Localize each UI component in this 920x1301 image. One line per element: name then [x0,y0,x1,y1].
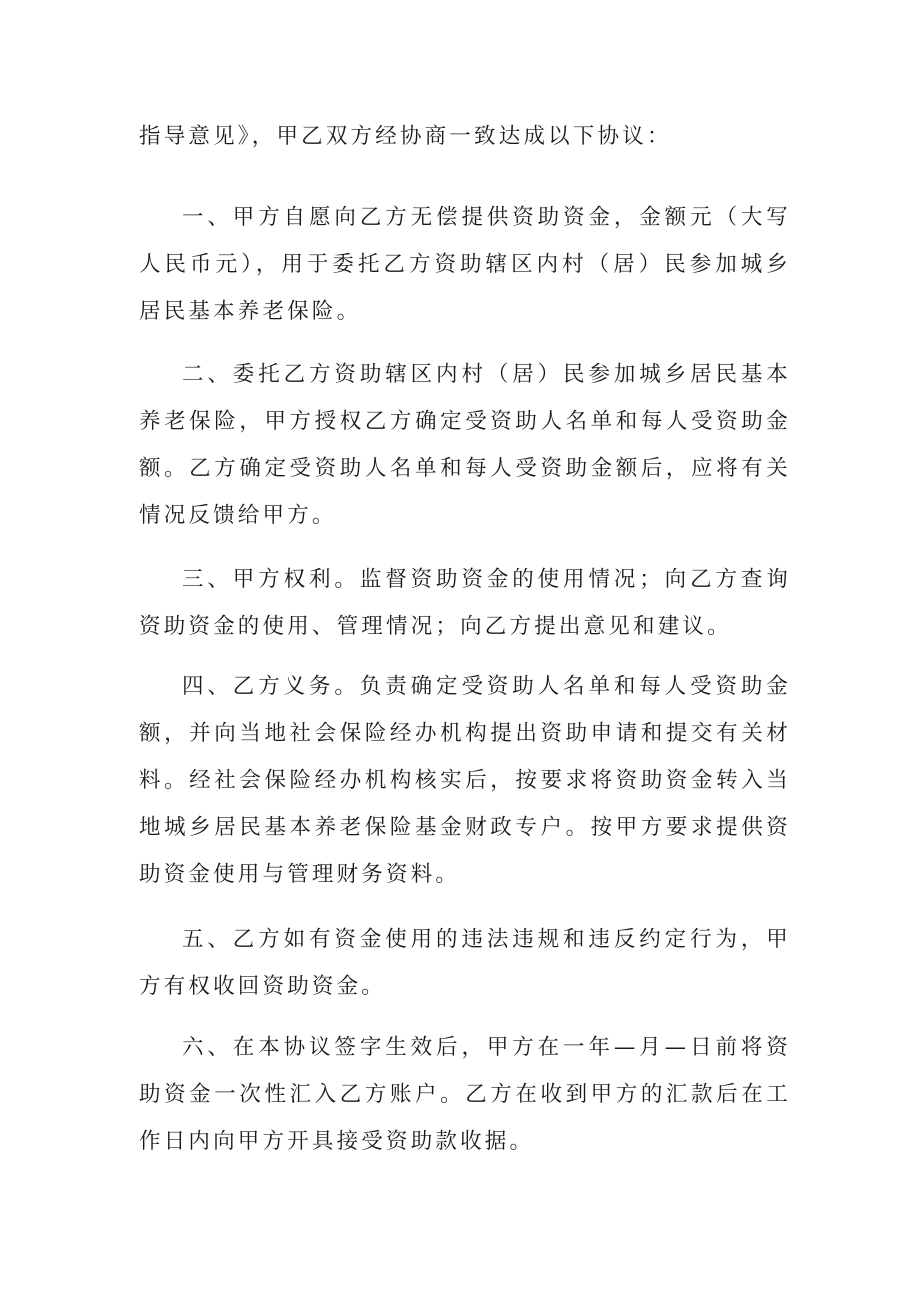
paragraph-intro: 指导意见》，甲乙双方经协商一致达成以下协议： [139,124,672,149]
paragraph-clause-5: 五、乙方如有资金使用的违法违规和违反约定行为，甲方有权收回资助资金。 [139,927,791,999]
paragraph-clause-3: 三、甲方权利。监督资助资金的使用情况；向乙方查询资助资金的使用、管理情况；向乙方提出意见和建议。 [139,567,791,639]
paragraph-clause-4: 四、乙方义务。负责确定受资助人名单和每人受资助金额，并向当地社会保险经办机构提出资助申请和提交有关材料。经社会保险经办机构核实后，按要求将资助资金转入当地城乡居民基本养老保险基金财政专户。按甲方要求提供资助资金使用与管理财务资料。 [139,674,791,887]
paragraph-clause-6: 六、在本协议签字生效后，甲方在一年—月—日前将资助资金一次性汇入乙方账户。乙方在收到甲方的汇款后在工作日内向甲方开具接受资助款收据。 [139,1035,791,1154]
paragraph-clause-1: 一、甲方自愿向乙方无偿提供资助资金，金额元（大写人民币元），用于委托乙方资助辖区内村（居）民参加城乡居民基本养老保险。 [139,205,791,324]
paragraph-clause-2: 二、委托乙方资助辖区内村（居）民参加城乡居民基本养老保险，甲方授权乙方确定受资助人名单和每人受资助金额。乙方确定受资助人名单和每人受资助金额后，应将有关情况反馈给甲方。 [139,362,791,528]
